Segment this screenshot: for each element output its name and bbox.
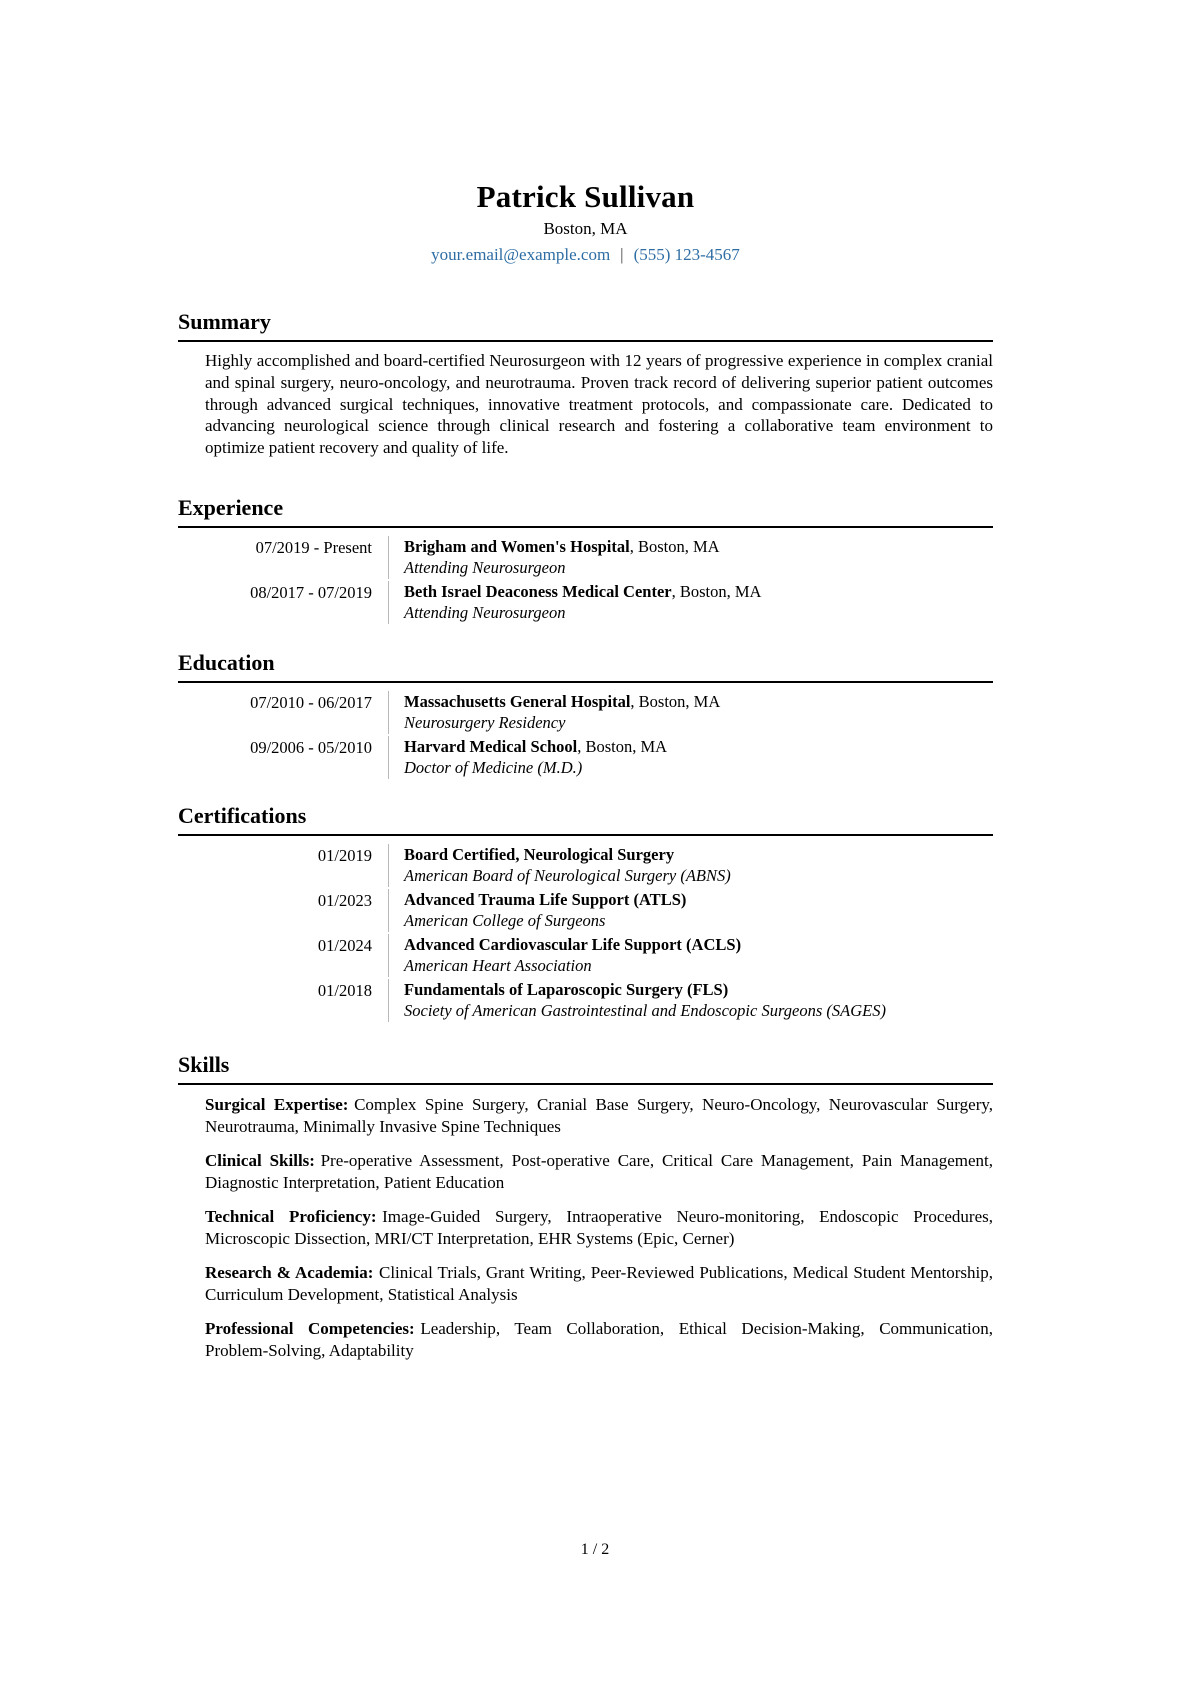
education-entry	[178, 691, 993, 734]
page-number: 1 / 2	[580, 1541, 610, 1558]
skill-item	[205, 1262, 993, 1306]
skill-label: Clinical Skills:	[205, 1150, 315, 1170]
entry-content	[388, 934, 741, 977]
skill-text: Complex Spine Surgery, Cranial Base Surgery, Neuro-Oncology, Neurovascular Surgery, Neurotrauma, Minimally Invasive Spine Techniques	[205, 1094, 994, 1136]
entry-org-line	[404, 736, 667, 758]
entry-content	[388, 979, 886, 1022]
certification-issuer: American Heart Association	[404, 956, 592, 976]
entry-org-location: , Boston, MA	[671, 581, 762, 601]
skill-text: Leadership, Team Collaboration, Ethical Decision-Making, Communication, Problem-Solving, Adaptability	[205, 1318, 994, 1360]
skill-label: Professional Competencies:	[205, 1318, 415, 1338]
summary-paragraph: Highly accomplished and board-certified Neurosurgeon with 12 years of progressive experience in complex cranial and spinal surgery, neuro-oncology, and neurotrauma. Proven track record of delivering superior patient outcomes through advanced surgical techniques, innovative treatment protocols, and compassionate care. Dedicated to advancing neurological science through clinical research and fostering a collaborative team environment to optimize patient recovery and quality of life.	[205, 351, 993, 458]
entry-org-location: , Boston, MA	[629, 536, 720, 556]
contact-line	[178, 245, 993, 265]
entry-dates: 07/2019 - Present	[255, 537, 372, 557]
certification-entry	[178, 979, 993, 1022]
education-entry	[178, 736, 993, 779]
skill-label: Surgical Expertise:	[205, 1094, 349, 1114]
section-skills	[178, 1052, 993, 1362]
skills-title: Skills	[178, 1052, 993, 1085]
skill-text: Pre-operative Assessment, Post-operative Care, Critical Care Management, Pain Management, Diagnostic Interpretation, Patient Education	[205, 1150, 994, 1192]
certification-entry	[178, 934, 993, 977]
certification-name: Advanced Cardiovascular Life Support (ACLS)	[404, 934, 742, 954]
skill-label: Research & Academia:	[205, 1262, 374, 1282]
entry-org: Harvard Medical School	[404, 736, 578, 756]
entry-dates: 01/2024	[317, 935, 372, 955]
entry-org: Massachusetts General Hospital	[404, 691, 631, 711]
entry-content	[388, 536, 720, 579]
person-location: Boston, MA	[543, 219, 628, 238]
entry-dates: 09/2006 - 05/2010	[250, 737, 372, 757]
entry-org: Beth Israel Deaconess Medical Center	[404, 581, 672, 601]
certification-name: Advanced Trauma Life Support (ATLS)	[404, 889, 687, 909]
entry-role: Doctor of Medicine (M.D.)	[404, 758, 583, 778]
skill-item	[205, 1206, 993, 1250]
entry-org-line	[404, 691, 720, 713]
experience-entry	[178, 581, 993, 624]
header	[178, 179, 993, 265]
entry-org-line	[404, 581, 761, 603]
entry-org-location: , Boston, MA	[630, 691, 721, 711]
phone-link[interactable]: (555) 123-4567	[633, 245, 740, 264]
skill-item	[205, 1094, 993, 1138]
experience-title: Experience	[178, 495, 993, 528]
certification-entry	[178, 844, 993, 887]
certification-name: Fundamentals of Laparoscopic Surgery (FLS)	[404, 979, 729, 999]
entry-content	[388, 581, 761, 624]
email-link[interactable]: your.email@example.com	[431, 245, 611, 264]
person-name: Patrick Sullivan	[476, 179, 695, 214]
entry-org: Brigham and Women's Hospital	[404, 536, 630, 556]
entry-org-line	[404, 934, 741, 956]
entry-content	[388, 844, 731, 887]
entry-content	[388, 889, 686, 932]
skill-text: Clinical Trials, Grant Writing, Peer-Reviewed Publications, Medical Student Mentorship, Curriculum Development, Statistical Analysis	[205, 1262, 994, 1304]
section-summary	[178, 309, 993, 459]
certification-entry	[178, 889, 993, 932]
entry-dates: 01/2019	[317, 845, 372, 865]
section-education	[178, 650, 993, 779]
entry-org-line	[404, 536, 720, 558]
certification-issuer: American Board of Neurological Surgery (ABNS)	[404, 866, 731, 886]
education-title: Education	[178, 650, 993, 683]
certification-issuer: Society of American Gastrointestinal and Endoscopic Surgeons (SAGES)	[404, 1001, 886, 1021]
entry-org-line	[404, 844, 731, 866]
skill-text: Image-Guided Surgery, Intraoperative Neuro-monitoring, Endoscopic Procedures, Microscopic Dissection, MRI/CT Interpretation, EHR Systems (Epic, Cerner)	[205, 1206, 993, 1248]
certification-name: Board Certified, Neurological Surgery	[404, 844, 675, 864]
section-certifications	[178, 803, 993, 1022]
entry-dates: 01/2023	[317, 890, 372, 910]
entry-org-location: , Boston, MA	[577, 736, 668, 756]
entry-content	[388, 736, 667, 779]
entry-dates: 08/2017 - 07/2019	[250, 582, 372, 602]
entry-org-line	[404, 979, 886, 1001]
summary-title: Summary	[178, 309, 993, 342]
section-experience	[178, 495, 993, 624]
entry-role: Neurosurgery Residency	[404, 713, 566, 733]
experience-entry	[178, 536, 993, 579]
entry-org-line	[404, 889, 686, 911]
entry-dates: 01/2018	[317, 980, 372, 1000]
skill-item	[205, 1150, 993, 1194]
entry-content	[388, 691, 720, 734]
entry-dates: 07/2010 - 06/2017	[250, 692, 372, 712]
contact-separator: |	[620, 245, 624, 264]
entry-role: Attending Neurosurgeon	[404, 558, 566, 578]
skill-label: Technical Proficiency:	[205, 1206, 377, 1226]
certifications-title: Certifications	[178, 803, 993, 836]
entry-role: Attending Neurosurgeon	[404, 603, 566, 623]
skill-item	[205, 1318, 993, 1362]
certification-issuer: American College of Surgeons	[404, 911, 606, 931]
